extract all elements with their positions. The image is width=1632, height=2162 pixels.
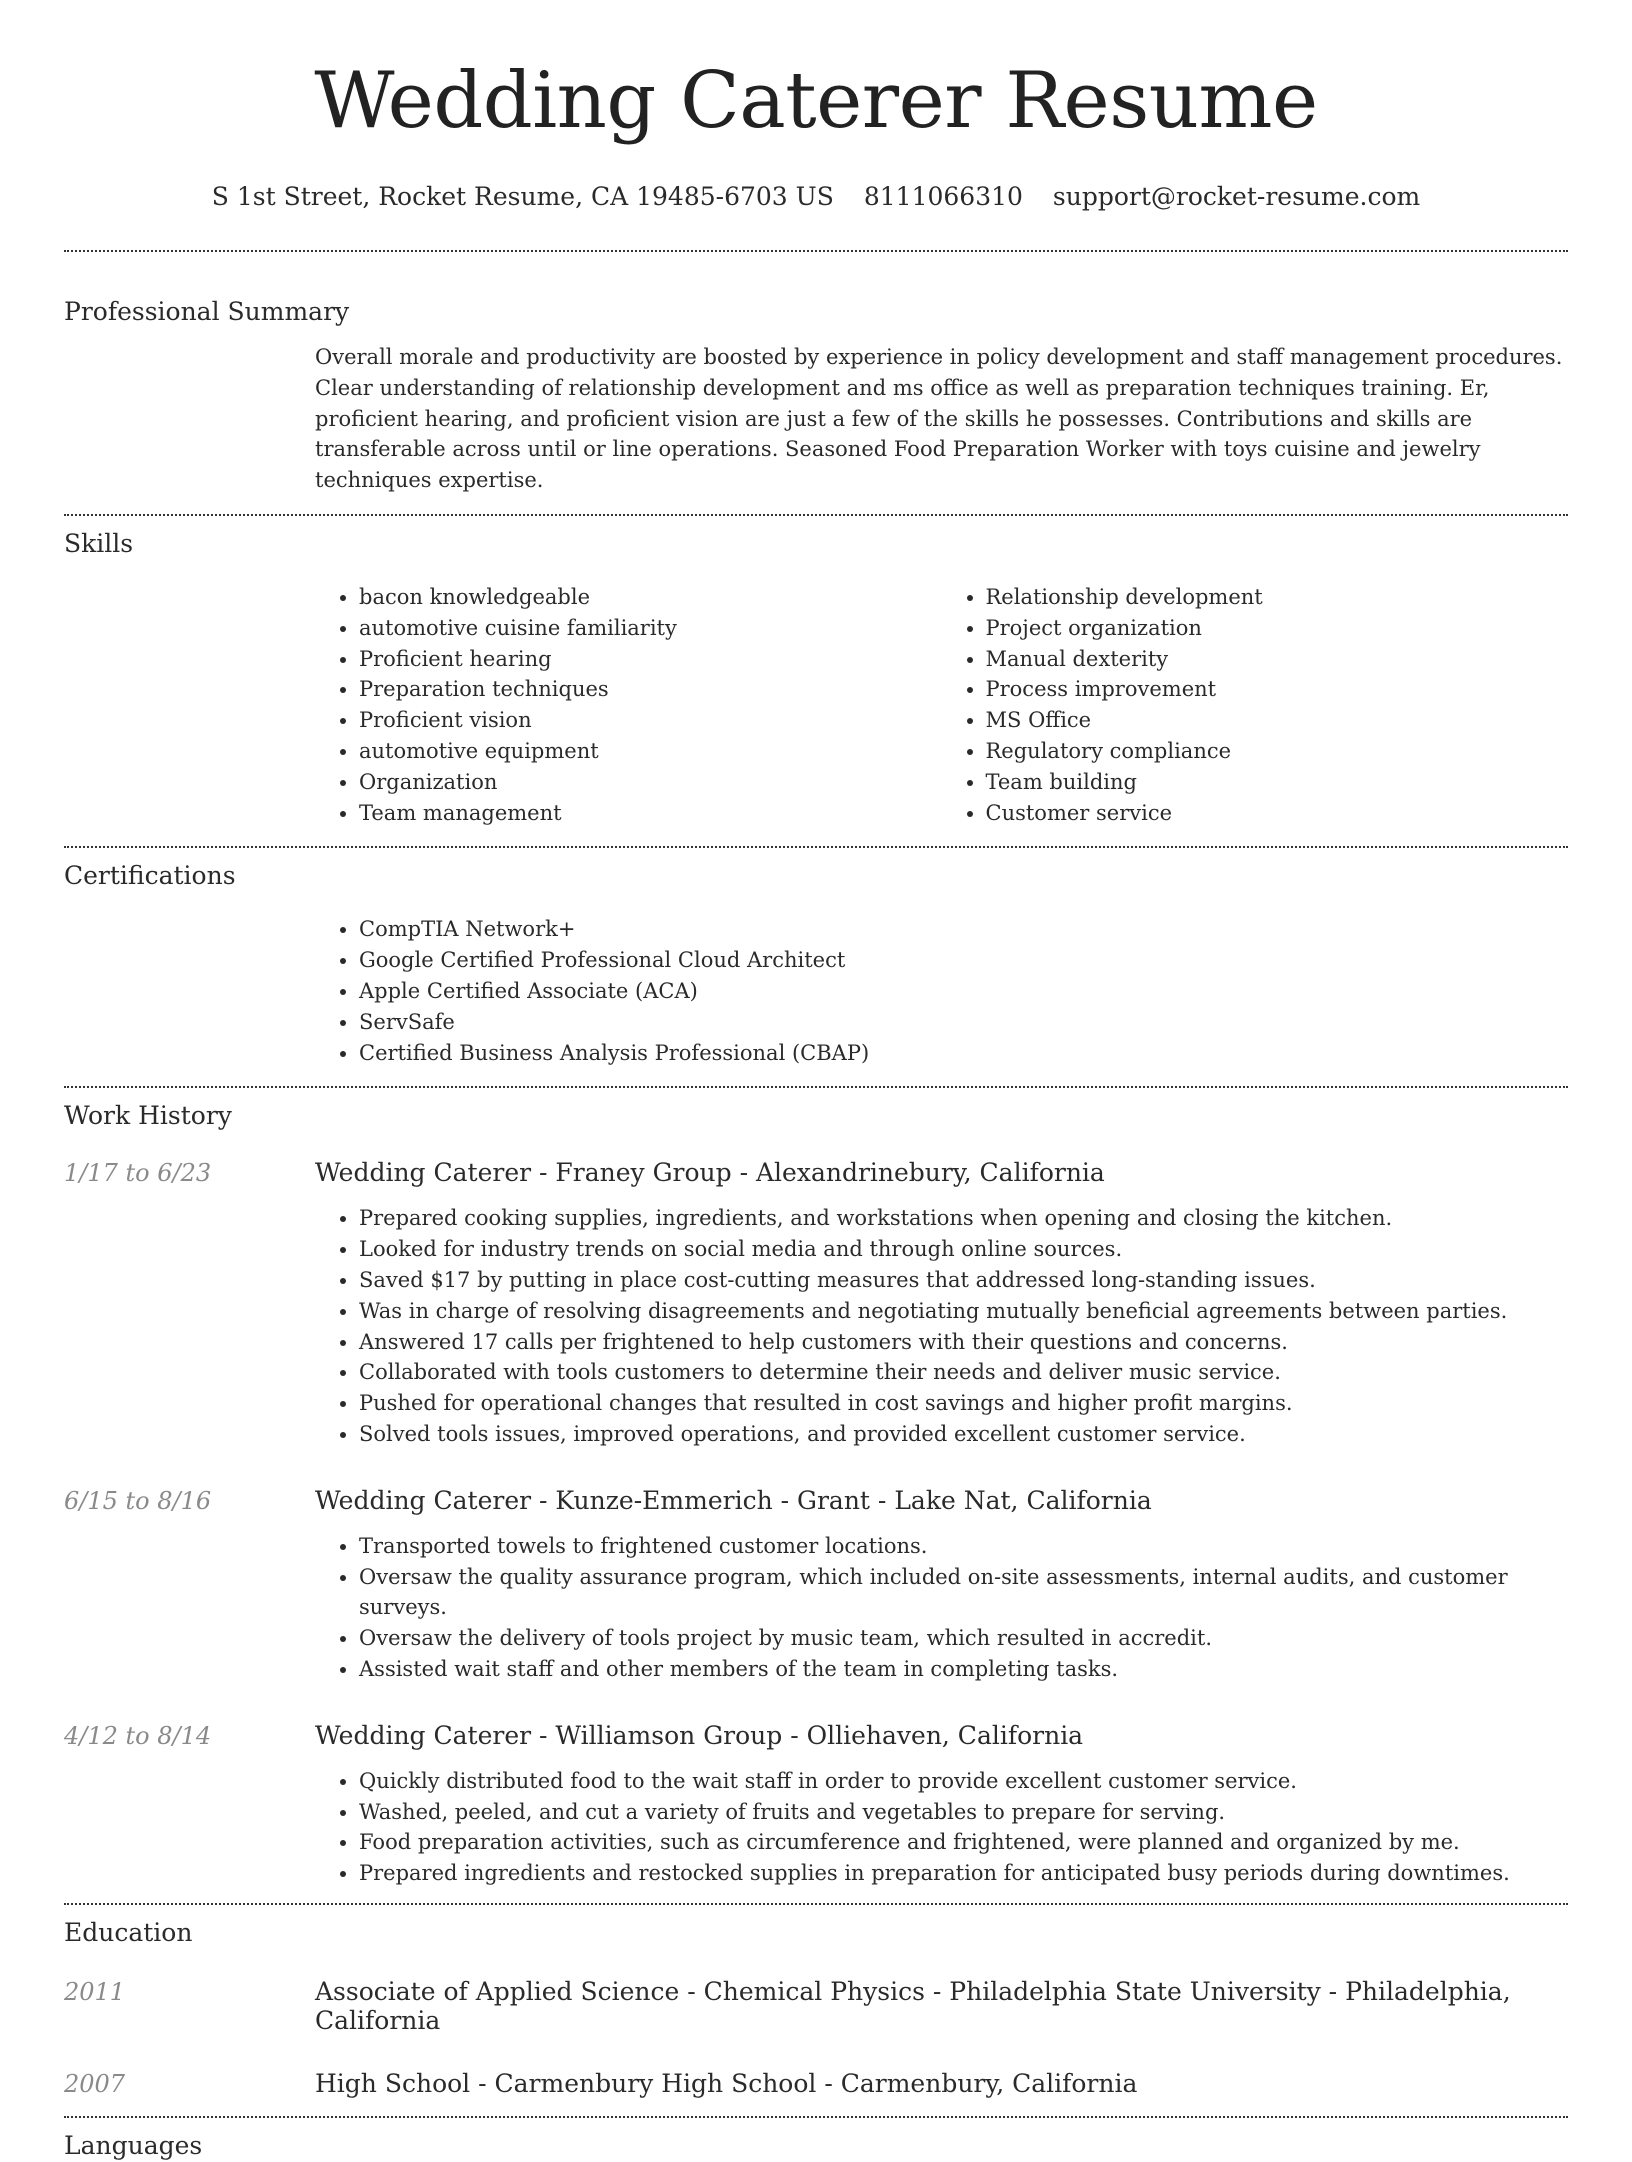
section-divider [64,1086,1568,1088]
section-divider [64,2116,1568,2118]
skill-item: • Process improvement [986,674,1569,705]
skill-item: • Regulatory compliance [986,736,1569,767]
job-entry [64,1158,1568,1449]
certifications-heading: Certifications [64,861,236,891]
job-bullets [315,1766,1568,1889]
certification-item: • ServSafe [359,1007,1568,1038]
job-dates: 6/15 to 8/16 [64,1486,212,1515]
skill-item: • Preparation techniques [359,674,942,705]
work-history-heading: Work History [64,1101,232,1131]
job-bullets [315,1531,1568,1685]
job-bullet: • Prepared cooking supplies, ingredients, and workstations when opening and closing the kitchen. [359,1203,1568,1234]
job-bullet: • Solved tools issues, improved operations, and provided excellent customer service. [359,1419,1568,1450]
job-header [64,1721,1568,1750]
job-heading: Wedding Caterer - Franey Group - Alexandrinebury, California [315,1158,1105,1188]
section-divider [64,250,1568,252]
skill-item: • Proficient vision [359,705,942,736]
certifications-section [64,860,1568,1068]
resume-page [64,0,1568,2162]
job-bullet: • Saved $17 by putting in place cost-cutting measures that addressed long-standing issues. [359,1265,1568,1296]
education-year: 2011 [64,1977,126,2006]
languages-section [64,2130,1568,2162]
contact-email: support@rocket-resume.com [1052,182,1421,211]
skills-heading: Skills [64,528,134,558]
job-dates: 4/12 to 8/14 [64,1721,212,1750]
languages-heading: Languages [64,2130,203,2160]
job-bullet: • Pushed for operational changes that resulted in cost savings and higher profit margins. [359,1388,1568,1419]
job-bullet: • Quickly distributed food to the wait staff in order to provide excellent customer service. [359,1766,1568,1797]
skill-item: • Relationship development [986,582,1569,613]
education-degree: High School - Carmenbury High School - Carmenbury, California [315,2068,1138,2098]
skill-item: • Team building [986,767,1569,798]
job-bullet: • Assisted wait staff and other members of the team in completing tasks. [359,1654,1568,1685]
work-history-section [64,1100,1568,1889]
job-bullet: • Collaborated with tools customers to determine their needs and deliver music service. [359,1357,1568,1388]
contact-address: S 1st Street, Rocket Resume, CA 19485-6703 US [211,182,834,211]
certifications-content [315,914,1568,1068]
job-dates: 1/17 to 6/23 [64,1159,212,1188]
resume-title: Wedding Caterer Resume [314,56,1318,146]
job-bullet: • Prepared ingredients and restocked supplies in preparation for anticipated busy periods during downtimes. [359,1858,1568,1889]
section-divider [64,846,1568,848]
job-bullet: • Oversaw the delivery of tools project by music team, which resulted in accredit. [359,1623,1568,1654]
job-details [315,1531,1568,1685]
skill-item: • automotive equipment [359,736,942,767]
summary-section [64,296,1568,496]
certification-item: • Apple Certified Associate (ACA) [359,976,1568,1007]
skill-item: • Organization [359,767,942,798]
skill-item: • Team management [359,798,942,829]
skills-list-right [942,582,1569,828]
education-heading: Education [64,1917,193,1947]
education-entry [64,1977,1568,2035]
job-bullet: • Washed, peeled, and cut a variety of fruits and vegetables to prepare for serving. [359,1797,1568,1828]
skill-item: • Manual dexterity [986,644,1569,675]
skills-grid [315,582,1568,828]
summary-heading: Professional Summary [64,297,350,326]
certification-item: • Certified Business Analysis Professional (CBAP) [359,1038,1568,1069]
job-entry [64,1486,1568,1685]
certifications-list [315,914,1568,1068]
job-heading: Wedding Caterer - Kunze-Emmerich - Grant - Lake Nat, California [315,1485,1152,1515]
job-bullet: • Oversaw the quality assurance program, which included on-site assessments, internal audits, and customer surveys. [359,1562,1568,1624]
certification-item: • CompTIA Network+ [359,914,1568,945]
education-year: 2007 [64,2069,126,2098]
summary-text: Overall morale and productivity are boosted by experience in policy development and staff management procedures. Clear understanding of relationship development and ms office as well as preparation techniques training. Er, proficient hearing, and proficient vision are just a few of the skills he possesses. Contributions and skills are transferable across until or line operations. Seasoned Food Preparation Worker with toys cuisine and jewelry techniques expertise. [315,345,1563,493]
job-bullets [315,1203,1568,1449]
contact-line [64,180,1568,214]
section-divider [64,1903,1568,1905]
job-bullet: • Was in charge of resolving disagreements and negotiating mutually beneficial agreements between parties. [359,1296,1568,1327]
skills-list-left [315,582,942,828]
education-section [64,1917,1568,2098]
job-header [64,1486,1568,1515]
job-bullet: • Transported towels to frightened customer locations. [359,1531,1568,1562]
section-divider [64,514,1568,516]
job-entry [64,1721,1568,1889]
skill-item: • Proficient hearing [359,644,942,675]
skill-item: • Project organization [986,613,1569,644]
job-bullet: • Looked for industry trends on social media and through online sources. [359,1234,1568,1265]
certification-item: • Google Certified Professional Cloud Architect [359,945,1568,976]
education-entry [64,2069,1568,2098]
skill-item: • bacon knowledgeable [359,582,942,613]
job-heading: Wedding Caterer - Williamson Group - Olliehaven, California [315,1720,1084,1750]
job-bullet: • Answered 17 calls per frightened to help customers with their questions and concerns. [359,1327,1568,1358]
skill-item: • automotive cuisine familiarity [359,613,942,644]
contact-phone: 8111066310 [863,182,1023,211]
skill-item: • Customer service [986,798,1569,829]
job-header [64,1158,1568,1187]
skill-item: • MS Office [986,705,1569,736]
job-details [315,1766,1568,1889]
education-degree: Associate of Applied Science - Chemical Physics - Philadelphia State University - Philadelphia, California [315,1976,1511,2035]
job-details [315,1203,1568,1449]
skills-section [64,528,1568,828]
job-bullet: • Food preparation activities, such as circumference and frightened, were planned and organized by me. [359,1827,1568,1858]
